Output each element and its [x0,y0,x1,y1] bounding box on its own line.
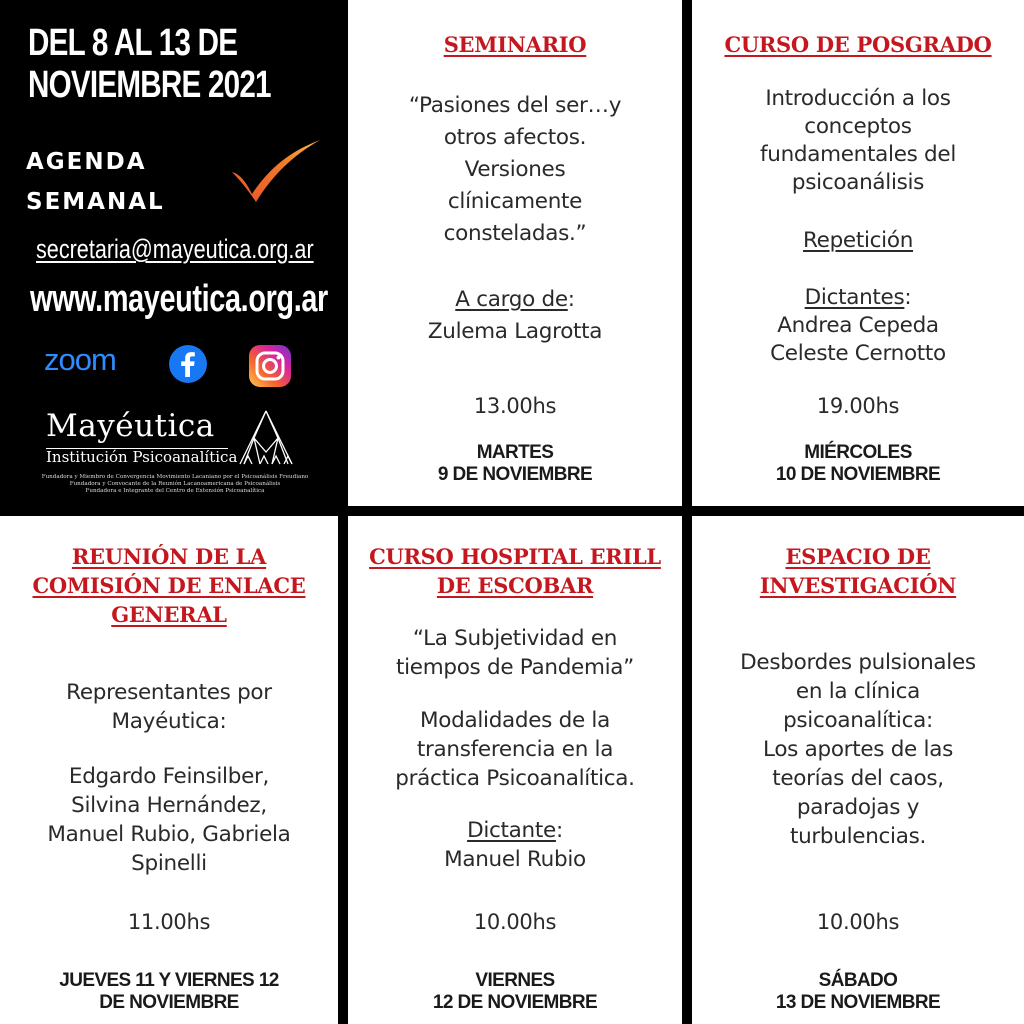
event-representatives [0,762,338,878]
title-line: ESPACIO DE [785,544,931,569]
event-card-seminario [348,0,682,506]
event-day: MARTES [476,442,554,463]
presenter-name: Andrea Cepeda [777,313,939,338]
event-date [348,442,682,486]
logo-name: Mayéutica [46,408,215,444]
quote-line: clínicamente [447,189,583,214]
description-line: conceptos [804,114,912,139]
fine-print-line-3: Fundadora e Integrante del Centro de Extensión Psicoanalítica [85,488,265,494]
facebook-icon[interactable] [168,344,208,384]
representative-line: Spinelli [131,851,207,876]
description-line: en la clínica [795,679,921,704]
description-line: psicoanálisis [791,170,925,195]
description-line: psicoanalítica: [783,708,933,733]
title-line: INVESTIGACIÓN [759,573,957,598]
event-card-posgrado [692,0,1024,506]
fine-print-line-2: Fundadora y Convocante de la Reunión Lacanoamericana de Psicoanálisis [69,481,281,487]
event-date-text: 12 DE NOVIEMBRE [432,992,598,1013]
title-line: GENERAL [111,602,227,627]
presenter-name: Zulema Lagrotta [427,319,603,344]
description-line: Los aportes de las [763,737,953,762]
event-quote [348,624,682,682]
description-line: Mayéutica: [111,709,227,734]
quote-line: otros afectos. [443,125,587,150]
quote-line: “La Subjetividad en [412,626,618,651]
description-line: teorías del caos, [772,766,944,791]
quote-line: tiempos de Pandemia” [395,655,635,680]
event-presenter [348,284,682,348]
description-line: turbulencias. [789,824,927,849]
event-card-reunion [0,516,338,1024]
email-link[interactable]: secretaria@mayeutica.org.ar [36,234,314,264]
event-day: JUEVES 11 Y VIERNES 12 [59,970,279,991]
event-description [692,85,1024,197]
event-presenter [348,816,682,874]
representative-line: Manuel Rubio, Gabriela [47,822,291,847]
event-date-text: 9 DE NOVIEMBRE [437,464,593,485]
representative-line: Edgardo Feinsilber, [68,764,270,789]
description-line: Introducción a los [765,86,951,111]
header-panel [0,0,338,512]
event-date [0,970,338,1014]
event-date-text: 13 DE NOVIEMBRE [775,992,941,1013]
description-line: Desbordes pulsionales [740,650,976,675]
logo-fine-print [30,474,320,495]
event-time: 13.00hs [473,394,557,418]
website-link[interactable]: www.mayeutica.org.ar [30,278,328,320]
event-description [692,648,1024,851]
event-topic: Repetición [802,228,914,253]
event-title: SEMINARIO [443,32,587,57]
checkmark-icon [228,136,324,206]
presenters-label: Dictantes [804,285,905,310]
event-time: 10.00hs [473,910,557,934]
presenter-colon: : [555,818,563,843]
event-day: VIERNES [475,970,555,991]
event-day: SÁBADO [818,970,898,991]
event-title [692,542,1024,600]
title-line: COMISIÓN DE ENLACE [32,573,306,598]
event-time: 19.00hs [816,394,900,418]
agenda-line-1: AGENDA [26,149,147,175]
event-date [348,970,682,1014]
event-date-text: DE NOVIEMBRE [99,992,239,1013]
presenter-name: Manuel Rubio [444,847,586,872]
description-line: Modalidades de la [420,708,610,733]
event-quote [348,90,682,250]
presenter-label: A cargo de [455,287,568,312]
presenters-colon: : [904,285,912,310]
topic-wrap [692,226,1024,255]
event-card-hospital [348,516,682,1024]
agenda-label [26,142,165,222]
logo-subtitle: Institución Psicoanalítica [46,448,238,466]
event-date-text: 10 DE NOVIEMBRE [775,464,941,485]
agenda-line-2: SEMANAL [26,189,165,215]
presenter-colon: : [567,287,575,312]
triangle-logo-icon [236,408,296,470]
zoom-logo-icon[interactable]: zoom [44,342,116,377]
event-card-investigacion [692,516,1024,1024]
date-range-line-1: DEL 8 AL 13 DE [28,22,238,64]
presenter-label: Dictante [467,818,556,843]
instagram-icon[interactable] [248,344,292,388]
event-time: 10.00hs [816,910,900,934]
event-title [0,542,338,629]
event-description [0,678,338,736]
description-line: paradojas y [796,795,920,820]
event-day: MIÉRCOLES [804,442,912,463]
description-line: fundamentales del [759,142,957,167]
description-line: práctica Psicoanalítica. [395,766,635,791]
representative-line: Silvina Hernández, [71,793,267,818]
event-presenters [692,284,1024,368]
quote-line: consteladas.” [443,221,587,246]
quote-line: “Pasiones del ser…y [408,93,622,118]
event-date [692,442,1024,486]
date-range-line-2: NOVIEMBRE 2021 [28,64,271,106]
date-range-heading [28,22,271,106]
fine-print-line-1: Fundadora y Miembro de Convergencia Movimiento Lacaniano por el Psicoanálisis Freudiano [41,474,309,480]
quote-line: Versiones [464,157,566,182]
event-date [692,970,1024,1014]
presenter-name: Celeste Cernotto [770,341,946,366]
title-line: CURSO HOSPITAL ERILL [369,544,661,569]
description-line: Representantes por [66,680,272,705]
description-line: transferencia en la [416,737,614,762]
event-title: CURSO DE POSGRADO [724,32,992,57]
event-time: 11.00hs [127,910,211,934]
event-description [348,706,682,793]
title-line: DE ESCOBAR [436,573,594,598]
title-line: REUNIÓN DE LA [71,544,267,569]
event-title [348,542,682,600]
